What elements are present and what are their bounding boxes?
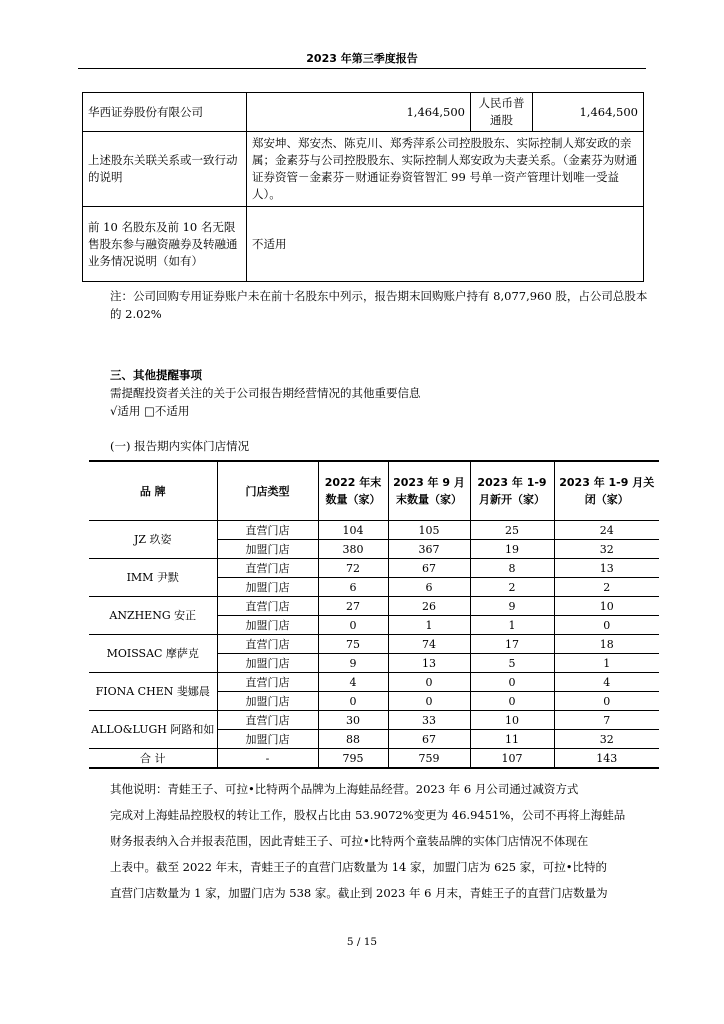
share-count: 1,464,500 (533, 93, 644, 132)
store-count: 4 (318, 673, 388, 692)
store-count: 27 (318, 597, 388, 616)
brand-name: JZ 玖姿 (89, 521, 217, 559)
store-count: 25 (470, 521, 554, 540)
store-count: 6 (388, 578, 470, 597)
brand-name: MOISSAC 摩萨克 (89, 635, 217, 673)
col-2022-end: 2022 年末数量（家） (318, 461, 388, 521)
store-type: 直营门店 (217, 521, 318, 540)
table-row (89, 559, 659, 578)
store-count: 13 (388, 654, 470, 673)
col-2023-sep-end: 2023 年 9 月末数量（家） (388, 461, 470, 521)
col-new-opened: 2023 年 1-9 月新开（家） (470, 461, 554, 521)
store-count: 105 (388, 521, 470, 540)
holder-shares: 1,464,500 (247, 93, 471, 132)
store-count: 0 (470, 692, 554, 711)
table-row (89, 673, 659, 692)
section-desc: 需提醒投资者关注的关于公司报告期经营情况的其他重要信息 (110, 386, 421, 400)
store-count: 72 (318, 559, 388, 578)
total-row (89, 749, 659, 769)
total-type: - (217, 749, 318, 769)
store-count: 24 (554, 521, 659, 540)
store-count: 11 (470, 730, 554, 749)
store-count: 0 (318, 692, 388, 711)
store-count: 32 (554, 730, 659, 749)
table-row (89, 635, 659, 654)
store-count: 0 (554, 692, 659, 711)
section-title: 三、其他提醒事项 (110, 368, 202, 382)
store-count: 367 (388, 540, 470, 559)
total-closed: 143 (554, 749, 659, 769)
relation-text: 郑安坤、郑安杰、陈克川、郑秀萍系公司控股股东、实际控制人郑安政的亲属；金素芬与公司控股股东、实际控制人郑安政为夫妻关系。（金素芬为财通证券资管－金素芬－财通证券资管智汇 99 号单一资产管理计划唯一受益人）。 (247, 132, 644, 207)
store-type: 加盟门店 (217, 654, 318, 673)
table-row (83, 132, 644, 207)
store-count: 0 (554, 616, 659, 635)
store-type: 直营门店 (217, 635, 318, 654)
store-count: 5 (470, 654, 554, 673)
store-count: 10 (554, 597, 659, 616)
store-type: 加盟门店 (217, 616, 318, 635)
table-row (89, 597, 659, 616)
store-type: 直营门店 (217, 597, 318, 616)
page-number: 5 / 15 (346, 936, 378, 948)
col-closed: 2023 年 1-9 月关闭（家） (554, 461, 659, 521)
table-row (89, 521, 659, 540)
store-count: 380 (318, 540, 388, 559)
store-type: 加盟门店 (217, 730, 318, 749)
store-count: 17 (470, 635, 554, 654)
table-header-row (89, 461, 659, 521)
store-count: 2 (554, 578, 659, 597)
store-type: 直营门店 (217, 559, 318, 578)
store-count: 10 (470, 711, 554, 730)
store-count: 104 (318, 521, 388, 540)
total-new: 107 (470, 749, 554, 769)
store-count: 1 (554, 654, 659, 673)
table-row (83, 207, 644, 282)
store-count: 67 (388, 730, 470, 749)
store-type: 加盟门店 (217, 692, 318, 711)
stores-table (89, 460, 659, 769)
store-count: 88 (318, 730, 388, 749)
brand-name: IMM 尹默 (89, 559, 217, 597)
store-type: 加盟门店 (217, 578, 318, 597)
store-count: 9 (318, 654, 388, 673)
store-count: 0 (470, 673, 554, 692)
store-count: 19 (470, 540, 554, 559)
store-count: 33 (388, 711, 470, 730)
applicability-check: √适用 □不适用 (110, 404, 190, 418)
store-count: 18 (554, 635, 659, 654)
col-store-type: 门店类型 (217, 461, 318, 521)
note-line: 财务报表纳入合并报表范围，因此青蛙王子、可拉•比特两个童装品牌的实体门店情况不体现在 (110, 834, 589, 848)
store-count: 74 (388, 635, 470, 654)
repurchase-note: 注：公司回购专用证券账户未在前十名股东中列示，报告期末回购账户持有 8,077,960 股，占公司总股本的 2.02% (110, 289, 648, 321)
store-count: 26 (388, 597, 470, 616)
store-count: 1 (470, 616, 554, 635)
store-count: 0 (388, 673, 470, 692)
store-count: 67 (388, 559, 470, 578)
margin-label: 前 10 名股东及前 10 名无限售股东参与融资融券及转融通业务情况说明（如有） (83, 207, 247, 282)
store-type: 直营门店 (217, 711, 318, 730)
store-count: 4 (554, 673, 659, 692)
store-count: 2 (470, 578, 554, 597)
store-type: 加盟门店 (217, 540, 318, 559)
store-count: 6 (318, 578, 388, 597)
total-label: 合 计 (89, 749, 217, 769)
table-row (89, 711, 659, 730)
store-count: 0 (388, 692, 470, 711)
store-count: 9 (470, 597, 554, 616)
relation-label: 上述股东关联关系或一致行动的说明 (83, 132, 247, 207)
share-type: 人民币普通股 (471, 93, 533, 132)
holder-name: 华西证券股份有限公司 (83, 93, 247, 132)
store-count: 75 (318, 635, 388, 654)
brand-name: ANZHENG 安正 (89, 597, 217, 635)
store-count: 32 (554, 540, 659, 559)
note-line: 其他说明：青蛙王子、可拉•比特两个品牌为上海蛙品经营。2023 年 6 月公司通过减资方式 (110, 782, 579, 796)
store-count: 13 (554, 559, 659, 578)
table-row (83, 93, 644, 132)
page-header: 2023 年第三季度报告 (306, 52, 418, 65)
total-2022: 795 (318, 749, 388, 769)
store-count: 30 (318, 711, 388, 730)
note-line: 直营门店数量为 1 家，加盟门店为 538 家。截止到 2023 年 6 月末，青蛙王子的直营门店数量为 (110, 886, 608, 900)
note-line: 完成对上海蛙品控股权的转让工作，股权占比由 53.9072%变更为 46.9451%，公司不再将上海蛙品 (110, 808, 626, 822)
store-count: 1 (388, 616, 470, 635)
store-count: 0 (318, 616, 388, 635)
store-type: 直营门店 (217, 673, 318, 692)
total-2023: 759 (388, 749, 470, 769)
brand-name: ALLO&LUGH 阿路和如 (89, 711, 217, 749)
header-rule (78, 68, 646, 69)
margin-text: 不适用 (247, 207, 644, 282)
store-count: 8 (470, 559, 554, 578)
subsection-title: (一) 报告期内实体门店情况 (110, 439, 250, 453)
brand-name: FIONA CHEN 斐娜晨 (89, 673, 217, 711)
note-line: 上表中。截至 2022 年末，青蛙王子的直营门店数量为 14 家，加盟门店为 625 家，可拉•比特的 (110, 860, 608, 874)
shareholders-table (82, 92, 644, 282)
col-brand: 品 牌 (89, 461, 217, 521)
store-count: 7 (554, 711, 659, 730)
